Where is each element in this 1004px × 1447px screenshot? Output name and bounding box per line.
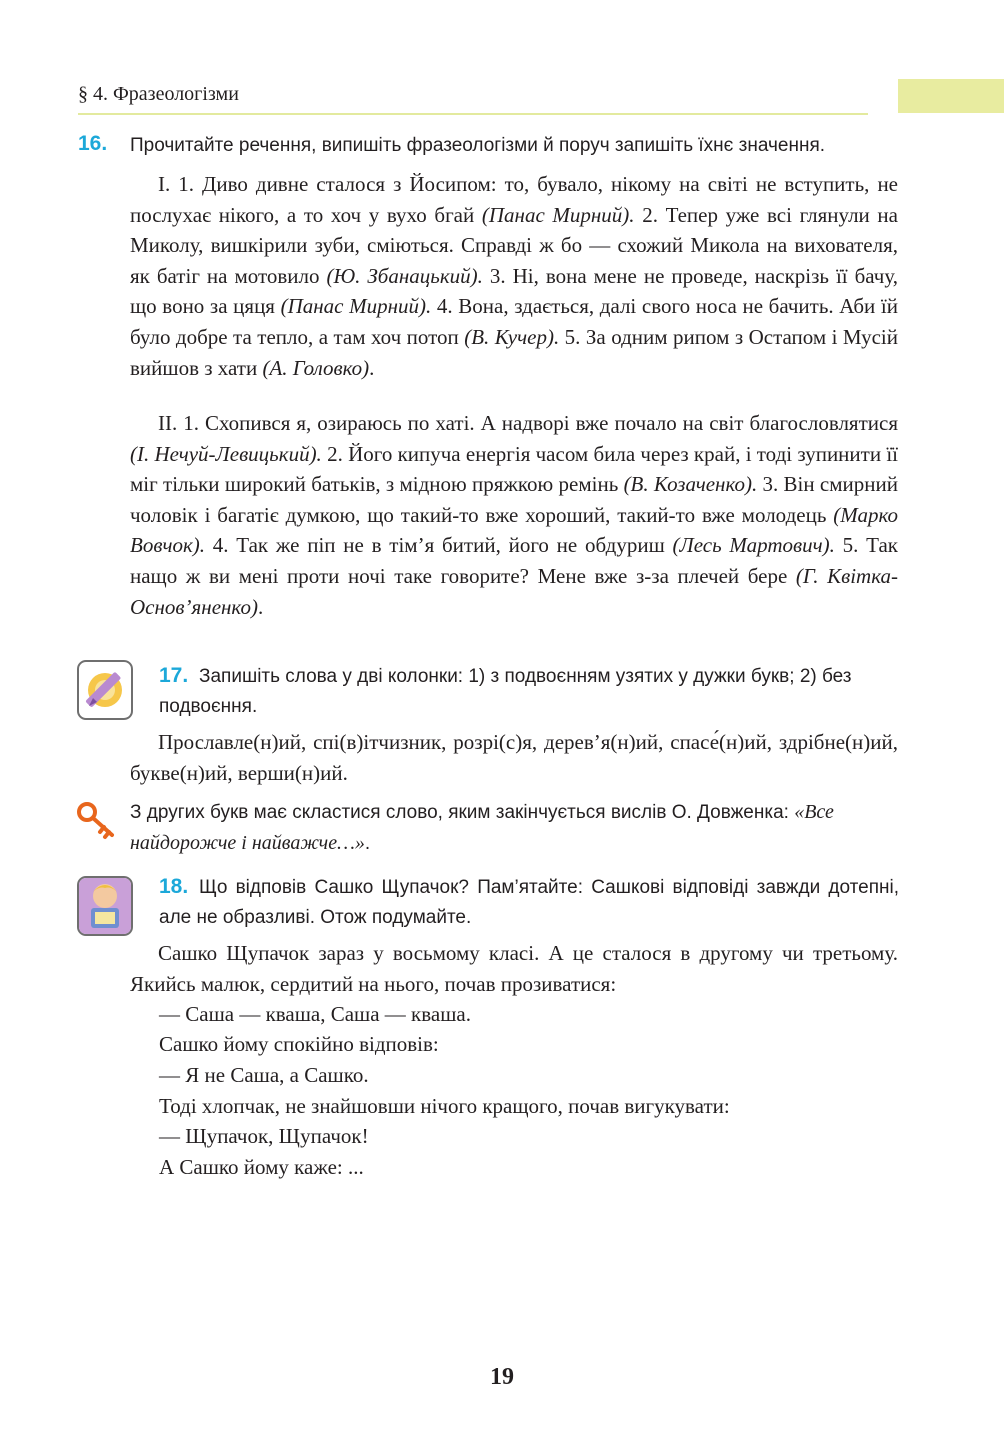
dialogue-line: Тоді хлопчак, не знайшовши нічого кращого, почав вигукувати: bbox=[159, 1094, 730, 1118]
header-title: § 4. Фразеологізми bbox=[78, 83, 239, 105]
key-icon bbox=[76, 800, 118, 840]
header-tab bbox=[898, 79, 1004, 113]
page-number: 19 bbox=[490, 1364, 514, 1390]
key-task-text: З других букв має скластися слово, яким закінчується вислів О. Довженка: «Все найдорожче і найважче…». bbox=[130, 801, 834, 854]
task-17-instruction: Запишіть слова у дві колонки: 1) з подвоєнням узятих у дужки букв; 2) без подвоєння. bbox=[159, 666, 852, 717]
task-18-paragraph: Сашко Щупачок зараз у восьмому класі. А це сталося в другому чи третьому. Якийсь малюк, сердитий на нього, почав прозиватися: bbox=[130, 941, 898, 996]
header-rule bbox=[78, 113, 868, 115]
dialogue-line: Сашко йому спокійно відповів: bbox=[159, 1032, 439, 1056]
task-17-number: 17. bbox=[159, 664, 189, 687]
boy-reading-icon bbox=[77, 876, 133, 936]
dialogue-line: А Сашко йому каже: ... bbox=[159, 1155, 364, 1179]
task-18-instruction: Що відповів Сашко Щупачок? Пам’ятайте: Сашкові відповіді завжди дотепні, але не образливі. Отож подумайте. bbox=[159, 877, 899, 928]
task-16-number: 16. bbox=[78, 132, 108, 155]
dialogue-line: — Саша — кваша, Саша — кваша. bbox=[159, 1002, 471, 1026]
task-17-words: Прославле(н)ий, спі(в)ітчизник, розрі(с)я, дерев’я(н)ий, спасе́(н)ий, здрібне(н)ий, букве(н)ий, верши(н)ий. bbox=[130, 730, 898, 785]
task-16-part-1: I. 1. Диво дивне сталося з Йосипом: то, бувало, нікому на світі не вступить, не послухає нікого, а то хоч у вухо бгай (Панас Мирний). 2. Тепер уже всі глянули на Миколу, вишкірили зуби, сміються. Справді ж бо — схожий Микола на вихователя, як батіг на мотовило (Ю. Збанацький). 3. Ні, вона мене не проведе, наскрізь її бачу, що воно за цяця (Панас Мирний). 4. Вона, здається, далі свого носа не бачить. Аби їй було добре та тепло, а там хоч потоп (В. Кучер). 5. За одним рипом з Остапом і Мусій вийшов з хати (А. Головко). bbox=[130, 172, 898, 380]
dialogue-line: — Я не Саша, а Сашко. bbox=[159, 1063, 369, 1087]
task-16-part-2: II. 1. Схопився я, озираюсь по хаті. А надворі вже почало на світ благословлятися (І. Нечуй-Левицький). 2. Його кипуча енергія часом била через край, і тоді зупинити її міг тільки широкий батьків, з мідною пряжкою ремінь (В. Козаченко). 3. Він смирний чоловік і багатіє думкою, що такий-то вже хороший, такий-то вже молодець (Марко Вовчок). 4. Так же піп не в тім’я битий, його не обдуриш (Лесь Мартович). 5. Так нащо ж ви мені проти ночі таке говорите? Мене вже з-за плечей бере (Г. Квітка-Основ’яненко). bbox=[130, 411, 899, 619]
pencil-icon bbox=[77, 660, 133, 720]
task-16-instruction: Прочитайте речення, випишіть фразеологізми й поруч запишіть їхнє значення. bbox=[130, 135, 826, 156]
task-18-number: 18. bbox=[159, 875, 189, 898]
dialogue-line: — Щупачок, Щупачок! bbox=[159, 1124, 369, 1148]
